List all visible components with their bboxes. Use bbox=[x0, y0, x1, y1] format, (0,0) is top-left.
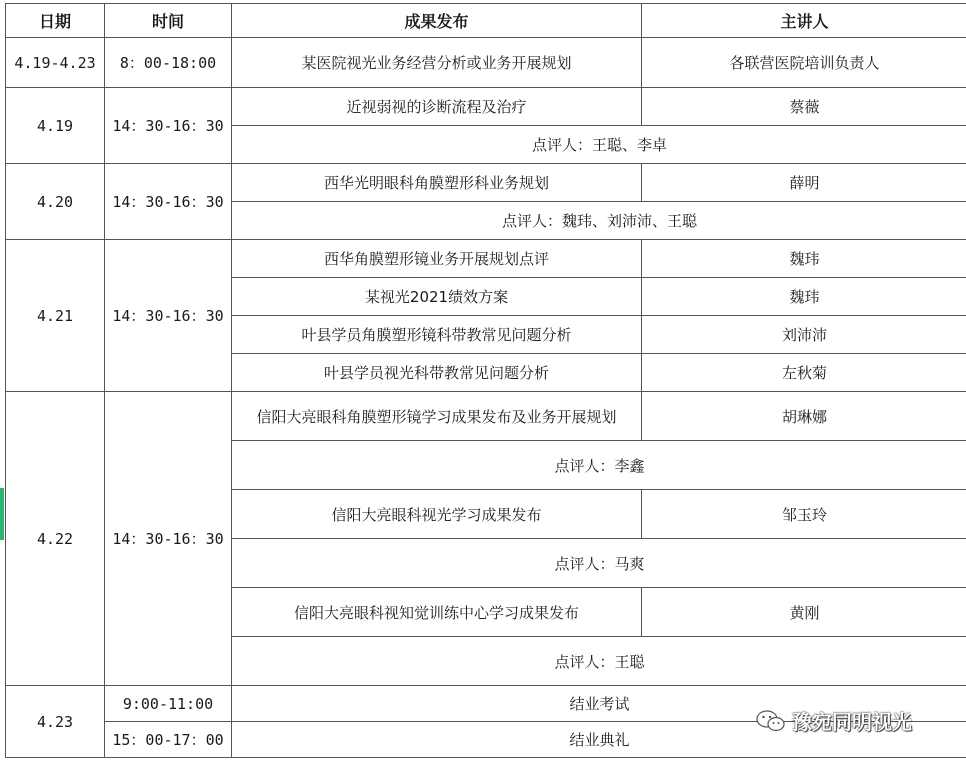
date-cell: 4.22 bbox=[6, 392, 105, 686]
topic-cell: 近视弱视的诊断流程及治疗 bbox=[232, 88, 642, 126]
speaker-cell: 黄刚 bbox=[642, 588, 966, 637]
header-date: 日期 bbox=[6, 4, 105, 38]
time-cell: 14：30-16：30 bbox=[105, 240, 232, 392]
time-cell: 14：30-16：30 bbox=[105, 88, 232, 164]
reviewer-cell: 点评人：李鑫 bbox=[232, 441, 966, 490]
speaker-cell: 魏玮 bbox=[642, 278, 966, 316]
speaker-cell: 薛明 bbox=[642, 164, 966, 202]
table-row bbox=[6, 240, 966, 278]
speaker-cell: 胡琳娜 bbox=[642, 392, 966, 441]
time-cell: 14：30-16：30 bbox=[105, 392, 232, 686]
reviewer-cell: 点评人：魏玮、刘沛沛、王聪 bbox=[232, 202, 966, 240]
table-row bbox=[6, 164, 966, 202]
date-cell: 4.20 bbox=[6, 164, 105, 240]
reviewer-cell: 点评人：王聪 bbox=[232, 637, 966, 686]
speaker-cell: 左秋菊 bbox=[642, 354, 966, 392]
topic-cell: 西华角膜塑形镜业务开展规划点评 bbox=[232, 240, 642, 278]
topic-cell: 叶县学员视光科带教常见问题分析 bbox=[232, 354, 642, 392]
topic-cell: 结业典礼 bbox=[232, 722, 966, 758]
time-cell: 14：30-16：30 bbox=[105, 164, 232, 240]
table-row bbox=[6, 392, 966, 441]
speaker-cell: 魏玮 bbox=[642, 240, 966, 278]
watermark bbox=[756, 706, 912, 735]
header-speaker: 主讲人 bbox=[642, 4, 966, 38]
topic-cell: 某视光2021绩效方案 bbox=[232, 278, 642, 316]
time-cell: 15：00-17：00 bbox=[105, 722, 232, 758]
date-cell: 4.21 bbox=[6, 240, 105, 392]
date-cell: 4.19 bbox=[6, 88, 105, 164]
time-cell: 9:00-11:00 bbox=[105, 686, 232, 722]
topic-cell: 西华光明眼科角膜塑形科业务规划 bbox=[232, 164, 642, 202]
reviewer-cell: 点评人：马爽 bbox=[232, 539, 966, 588]
topic-cell: 叶县学员角膜塑形镜科带教常见问题分析 bbox=[232, 316, 642, 354]
date-cell: 4.19-4.23 bbox=[6, 38, 105, 88]
date-cell: 4.23 bbox=[6, 686, 105, 758]
topic-cell: 结业考试 bbox=[232, 686, 966, 722]
time-cell: 8：00-18:00 bbox=[105, 38, 232, 88]
speaker-cell: 各联营医院培训负责人 bbox=[642, 38, 966, 88]
table-row bbox=[6, 88, 966, 126]
speaker-cell: 刘沛沛 bbox=[642, 316, 966, 354]
topic-cell: 信阳大亮眼科角膜塑形镜学习成果发布及业务开展规划 bbox=[232, 392, 642, 441]
header-time: 时间 bbox=[105, 4, 232, 38]
topic-cell: 信阳大亮眼科视光学习成果发布 bbox=[232, 490, 642, 539]
speaker-cell: 蔡薇 bbox=[642, 88, 966, 126]
header-topic: 成果发布 bbox=[232, 4, 642, 38]
watermark-text: 豫宛同明视光 bbox=[792, 710, 912, 734]
speaker-cell: 邹玉玲 bbox=[642, 490, 966, 539]
topic-cell: 某医院视光业务经营分析或业务开展规划 bbox=[232, 38, 642, 88]
left-accent-bar bbox=[0, 488, 4, 540]
wechat-icon bbox=[756, 709, 786, 733]
topic-cell: 信阳大亮眼科视知觉训练中心学习成果发布 bbox=[232, 588, 642, 637]
table-row bbox=[6, 38, 966, 88]
reviewer-cell: 点评人：王聪、李卓 bbox=[232, 126, 966, 164]
header-row bbox=[6, 4, 966, 38]
schedule-table bbox=[5, 3, 966, 758]
